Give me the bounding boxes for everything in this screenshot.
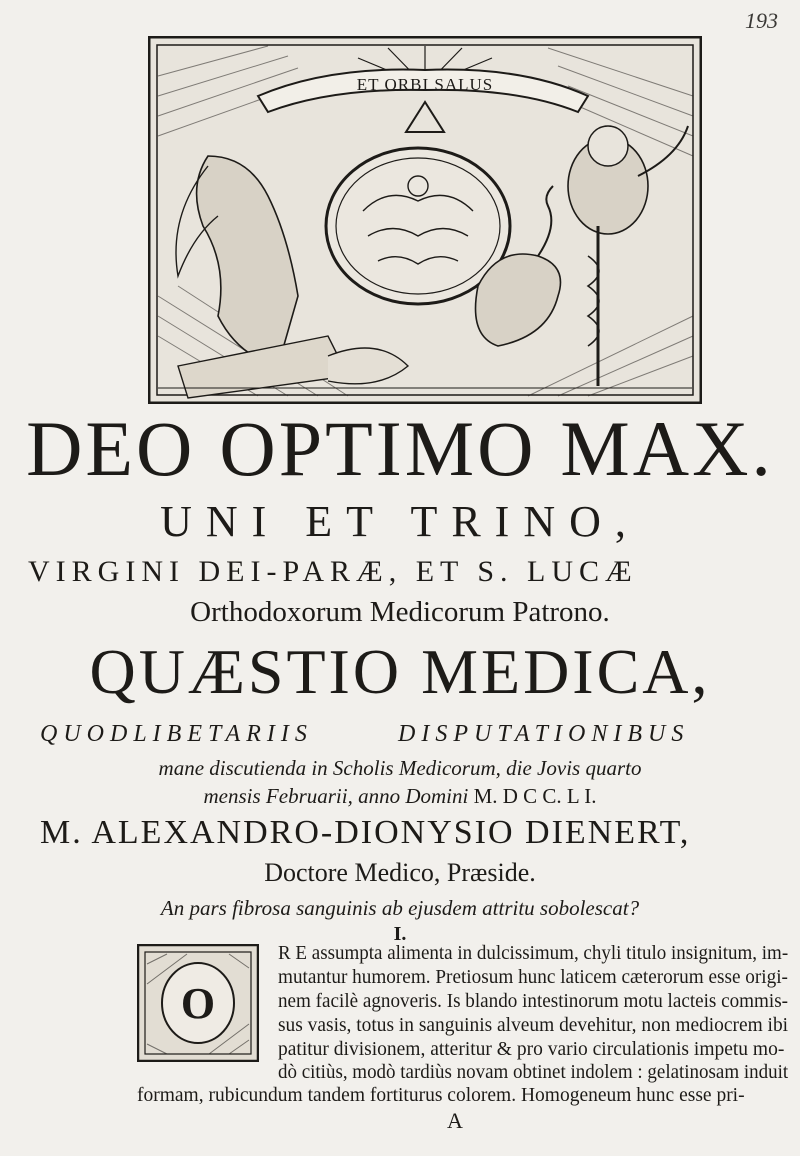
occasion-line-1a: mane discutienda in Scholis Medicorum (158, 756, 496, 780)
quodlibet-line (40, 722, 770, 746)
dedication-word-deo: DEO (26, 405, 196, 492)
svg-text:O: O (180, 979, 216, 1028)
signature-mark: A (447, 1108, 463, 1133)
engraving-illustration (148, 36, 702, 404)
occasion-line-1b: , die Jovis quarto (495, 756, 642, 780)
body-line-2: mutantur humorem. Pretiosum hunc laticem cæterorum esse origi- (278, 967, 788, 988)
section-numeral: I. (393, 923, 407, 945)
body-line-6: dò citiùs, modò tardiùs novam obtinet indolem : gelatinosam induit (278, 1062, 789, 1083)
folio-number: 193 (745, 8, 778, 33)
engraving-banner-text: ET ORBI SALUS (356, 75, 494, 94)
dedication-title (0, 405, 800, 492)
quodlibet-left: QUODLIBETARIIS (40, 721, 313, 747)
quodlibet-right: DISPUTATIONIBUS (398, 721, 690, 747)
frontispiece-engraving (148, 36, 702, 404)
body-line-1: R E assumpta alimenta in dulcissimum, chyli titulo insignitum, im- (278, 943, 789, 964)
praeses-name: M. ALEXANDRO-DIONYSIO DIENERT, (40, 814, 691, 851)
dedication-trinity: UNI ET TRINO, (160, 497, 640, 546)
dedication-virgin-luke: VIRGINI DEI-PARÆ, ET S. LUCÆ (28, 555, 638, 588)
body-line-4: sus vasis, totus in sanguinis alveum devehitur, non mediocrem ibi (278, 1015, 789, 1036)
body-line-3: nem facilè agnoveris. Is blando intestinorum motu lacteis commis- (278, 991, 789, 1012)
dedication-word-optimo: OPTIMO (219, 405, 537, 492)
body-line-5: patitur divisionem, atteritur & pro vario circulationis impetu mo- (278, 1039, 785, 1060)
occasion-line-1 (0, 758, 800, 779)
praeses-title: Doctore Medico, Præside. (264, 858, 536, 887)
quaestio-title: QUÆSTIO MEDICA, (89, 636, 711, 707)
question-line: An pars fibrosa sanguinis ab ejusdem attritu sobolescat? (160, 896, 640, 920)
ornamental-initial (137, 944, 259, 1062)
body-line-7: formam, rubicundum tandem fortiturus colorem. Homogeneum hunc esse pri- (137, 1085, 745, 1106)
dedication-patron: Orthodoxorum Medicorum Patrono. (190, 596, 610, 628)
dedication-word-max: MAX. (560, 405, 774, 492)
occasion-line-2 (0, 786, 800, 807)
occasion-line-2a: mensis Februarii, anno Domini (203, 784, 469, 808)
occasion-year: M. D C C. L I. (473, 784, 597, 808)
ornamental-initial-box (137, 944, 259, 1062)
